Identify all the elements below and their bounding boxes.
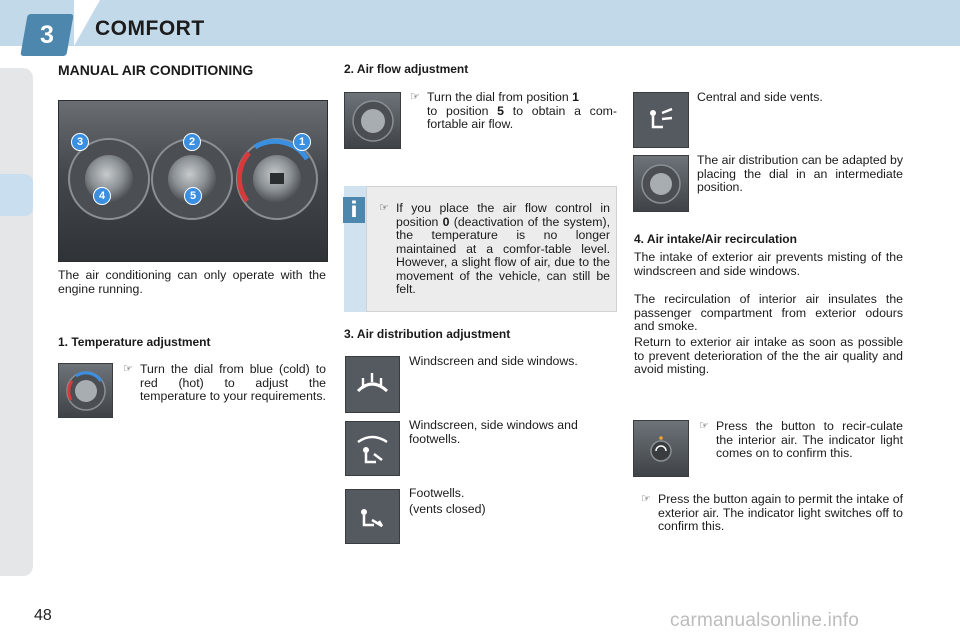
temperature-dial-thumbnail: [58, 363, 113, 418]
pointing-hand-icon: ☞: [379, 202, 389, 214]
footwell-icon: [345, 489, 400, 544]
dial-callout-4: 4: [93, 187, 111, 205]
pointing-hand-icon: ☞: [641, 493, 651, 505]
flow-position-5: 5: [497, 103, 505, 118]
chapter-number: 3: [40, 21, 54, 49]
pointing-hand-icon: ☞: [699, 420, 709, 432]
side-rail-marker: [0, 174, 33, 216]
intake-paragraph-3: Return to exterior air intake as soon as possible to prevent deterioration of the the air quality and avoid misting.: [634, 335, 903, 376]
info-position-0: 0: [442, 214, 450, 229]
intake-heading: 4. Air intake/Air recirculation: [634, 232, 797, 246]
dial-callout-5: 5: [184, 187, 202, 205]
exterior-intake-instruction-text: Press the button again to permit the intake of exterior air. The indicator light switches off to confirm this.: [658, 492, 903, 533]
flow-instruction: [410, 90, 617, 132]
flow-text-pre: Turn the dial from position: [427, 90, 573, 104]
central-vents-text: Central and side vents.: [697, 90, 823, 104]
recirculate-instruction-text: Press the button to recir-culate the interior air. The indicator light comes on to confirm this.: [716, 419, 903, 460]
temperature-heading: 1. Temperature adjustment: [58, 335, 211, 349]
info-text: [379, 201, 610, 297]
intake-paragraph-1: The intake of exterior air prevents misting of the windscreen and side windows.: [634, 250, 903, 278]
dist-footwells-text: Footwells.: [409, 486, 465, 500]
info-text-pre: If you place the air flow control in position: [396, 201, 610, 229]
distribution-dial-thumbnail: [633, 155, 689, 212]
pointing-hand-icon: ☞: [410, 91, 420, 103]
distribution-heading: 3. Air distribution adjustment: [344, 327, 511, 341]
control-panel-photo: [58, 100, 328, 262]
control-panel-dials: [59, 101, 327, 261]
recirculate-instruction: [699, 419, 903, 461]
recirculation-button-thumbnail: [633, 420, 689, 477]
pointing-hand-icon: ☞: [123, 363, 133, 375]
windscreen-demist-icon: [345, 356, 400, 413]
dial-callout-3: 3: [71, 133, 89, 151]
section-heading: MANUAL AIR CONDITIONING: [58, 62, 254, 78]
flow-dial-thumbnail: [344, 92, 401, 149]
flow-position-1: 1: [572, 90, 579, 104]
windscreen-footwell-icon: [345, 421, 400, 476]
page-title: COMFORT: [95, 17, 205, 40]
temperature-instruction-text: Turn the dial from blue (cold) to red (hot) to adjust the temperature to your requirements.: [140, 362, 326, 403]
flow-text-mid: to position: [427, 103, 498, 118]
page-number: 48: [34, 607, 52, 624]
intake-paragraph-2: The recirculation of interior air insulates the passenger compartment from exterior odours and smoke.: [634, 292, 903, 333]
dist-windscreen-text: Windscreen and side windows.: [409, 354, 578, 368]
intro-text: The air conditioning can only operate with the engine running.: [58, 268, 326, 296]
info-icon: i: [343, 197, 365, 223]
intermediate-text: The air distribution can be adapted by placing the dial in an intermediate position.: [697, 153, 903, 194]
dist-vents-closed-text: (vents closed): [409, 502, 486, 516]
flow-text-post: to obtain a com-fortable air flow.: [427, 103, 617, 131]
temperature-instruction: [123, 362, 326, 404]
central-vents-icon: [633, 92, 689, 148]
side-rail: [0, 68, 33, 576]
dial-callout-1: 1: [293, 133, 311, 151]
flow-heading: 2. Air flow adjustment: [344, 62, 469, 76]
recirculation-button-icon: [270, 173, 284, 184]
exterior-intake-instruction: [641, 492, 903, 534]
info-text-post: (deactivation of the system), the temperature is no longer maintained at a comfor-table level. However, a slight flow of air, due to the movement of the vehicle, can still be felt.: [396, 214, 610, 296]
watermark: carmanualsonline.info: [670, 610, 860, 631]
dist-windscreen-footwells-text: Windscreen, side windows and footwells.: [409, 418, 578, 446]
dial-callout-2: 2: [183, 133, 201, 151]
